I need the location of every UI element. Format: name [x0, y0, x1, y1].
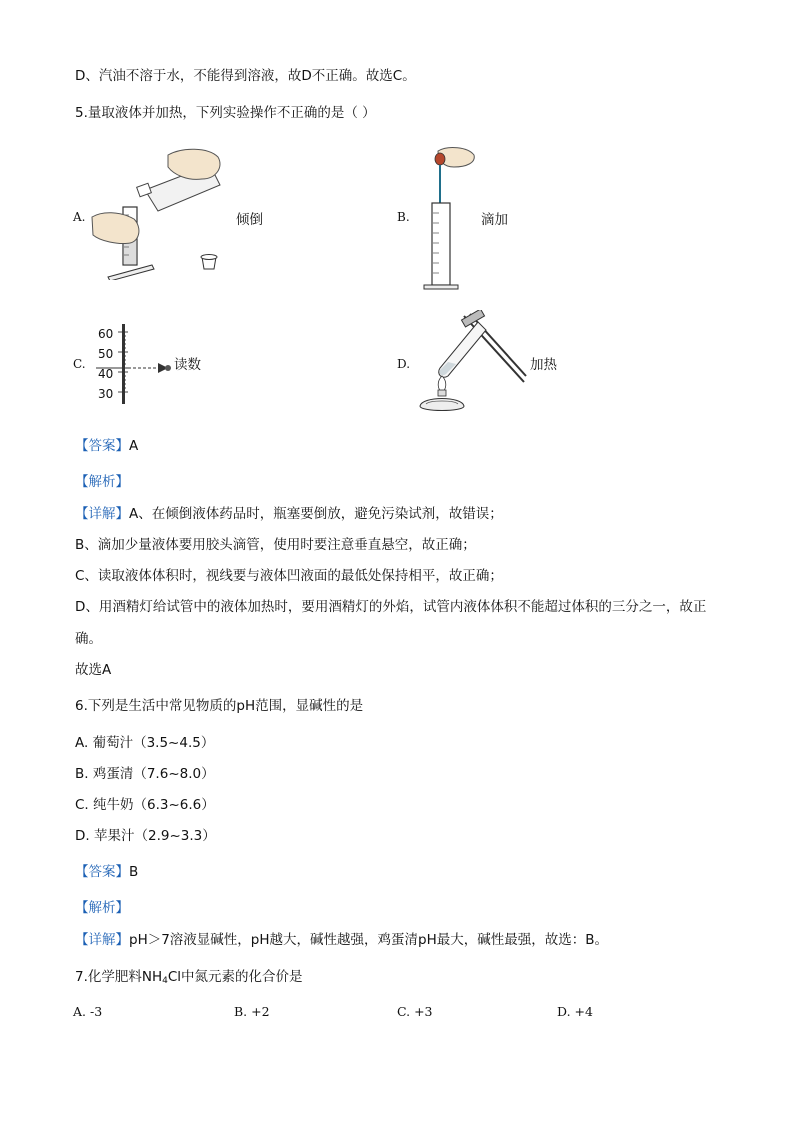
- q5-stem: 5.量取液体并加热，下列实验操作不正确的是（ ）: [75, 105, 376, 121]
- q6-option-b: B. 鸡蛋清（7.6~8.0）: [75, 766, 215, 782]
- scale-label-40: 40: [98, 367, 114, 381]
- q5-analysis-tag: 【解析】: [75, 474, 129, 490]
- q6-option-c: C. 纯牛奶（6.3~6.6）: [75, 797, 215, 813]
- dropper-adding-figure: [420, 145, 480, 290]
- q6-option-a: A. 葡萄汁（3.5~4.5）: [75, 735, 215, 751]
- q5-detail-line-2: B、滴加少量液体要用胶头滴管，使用时要注意垂直悬空，故正确；: [75, 537, 476, 553]
- q5-option-c-caption: 读数: [174, 357, 201, 373]
- q5-detail-line-3: C、读取液体体积时，视线要与液体凹液面的最低处保持相平，故正确；: [75, 568, 503, 584]
- q6-detail-line: 【详解】pH＞7溶液显碱性，pH越大，碱性越强，鸡蛋清pH最大，碱性最强，故选：B。: [75, 932, 609, 948]
- q7-option-c: C. +3: [397, 1004, 433, 1019]
- prev-conclusion: D、汽油不溶于水，不能得到溶液，故D不正确。故选C。: [75, 68, 416, 84]
- heating-test-tube-figure: [418, 310, 528, 415]
- q5-detail-line-1: 【详解】A、在倾倒液体药品时，瓶塞要倒放，避免污染试剂，故错误；: [75, 506, 503, 522]
- q6-answer-tag: 【答案】: [75, 864, 129, 880]
- q5-detail-line-4: D、用酒精灯给试管中的液体加热时，要用酒精灯的外焰，试管内液体体积不能超过体积的三分之一，故正: [75, 599, 707, 615]
- q7-option-b: B. +2: [234, 1004, 270, 1019]
- q7-option-d: D. +4: [557, 1004, 593, 1019]
- q6-option-d: D. 苹果汁（2.9~3.3）: [75, 828, 216, 844]
- q5-option-c-label: C.: [73, 357, 86, 371]
- q5-answer-line: [75, 436, 138, 456]
- q7-stem: 7.化学肥料$NH_4Cl$中氮元素的化合价是: [75, 969, 303, 986]
- q5-option-b-label: B.: [397, 210, 410, 224]
- q5-answer-tag: 【答案】: [75, 438, 129, 454]
- q5-detail-line-6: 故选A: [75, 662, 112, 678]
- q5-detail-line-5: 确。: [75, 631, 102, 647]
- scale-label-50: 50: [98, 347, 114, 361]
- q5-option-b-caption: 滴加: [481, 212, 508, 228]
- q7-option-a: A. -3: [73, 1004, 103, 1019]
- q5-option-d-label: D.: [397, 357, 411, 371]
- q6-detail-tag: 【详解】: [75, 932, 129, 948]
- q5-detail-tag: 【详解】: [75, 506, 129, 522]
- scale-label-60: 60: [98, 327, 114, 341]
- q5-answer: A: [129, 438, 139, 454]
- q5-option-a-label: A.: [73, 210, 86, 224]
- q6-stem: 6.下列是生活中常见物质的pH范围，显碱性的是: [75, 698, 364, 714]
- pouring-liquid-figure: [90, 145, 230, 280]
- q5-option-a-caption: 倾倒: [236, 212, 263, 228]
- q5-option-d-caption: 加热: [530, 357, 557, 373]
- scale-label-30: 30: [98, 387, 114, 401]
- q6-analysis-tag: 【解析】: [75, 900, 129, 916]
- q6-answer-line: [75, 862, 138, 882]
- q6-answer: B: [129, 864, 139, 880]
